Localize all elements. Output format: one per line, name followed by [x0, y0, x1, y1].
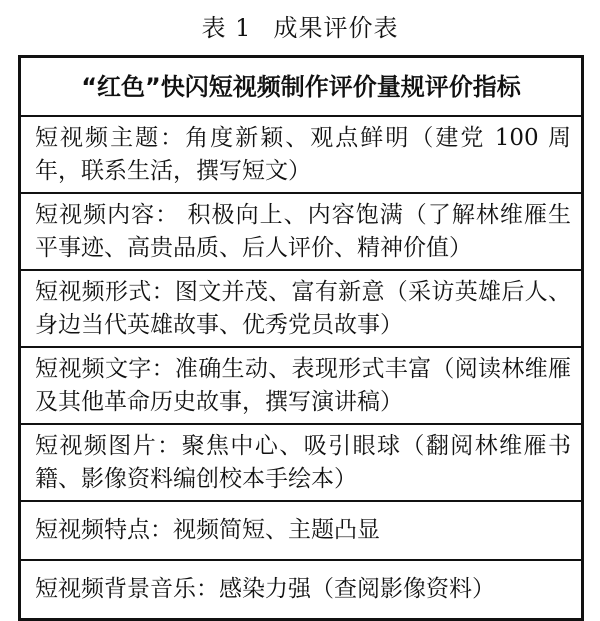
- criterion-music: 短视频背景音乐：感染力强（查阅影像资料）: [21, 559, 581, 618]
- table-header: “红色”快闪短视频制作评价量规评价指标: [81, 73, 521, 101]
- evaluation-table: [18, 55, 584, 621]
- criterion-content: 短视频内容： 积极向上、内容饱满（了解林维雁生平事迹、高贵品质、后人评价、精神价值）: [21, 192, 581, 269]
- table-title: 成果评价表: [273, 14, 399, 42]
- criterion-features: 短视频特点：视频简短、主题凸显: [21, 500, 581, 559]
- table-caption: [0, 8, 600, 43]
- criterion-theme: 短视频主题：角度新颖、观点鲜明（建党 100 周年，联系生活，撰写短文）: [21, 115, 581, 192]
- criterion-form: 短视频形式：图文并茂、富有新意（采访英雄后人、身边当代英雄故事、优秀党员故事）: [21, 269, 581, 346]
- table-number: 表 1: [201, 14, 252, 42]
- criterion-text: 短视频文字：准确生动、表现形式丰富（阅读林维雁及其他革命历史故事，撰写演讲稿）: [21, 346, 581, 423]
- criterion-images: 短视频图片：聚焦中心、吸引眼球（翻阅林维雁书籍、影像资料编创校本手绘本）: [21, 423, 581, 500]
